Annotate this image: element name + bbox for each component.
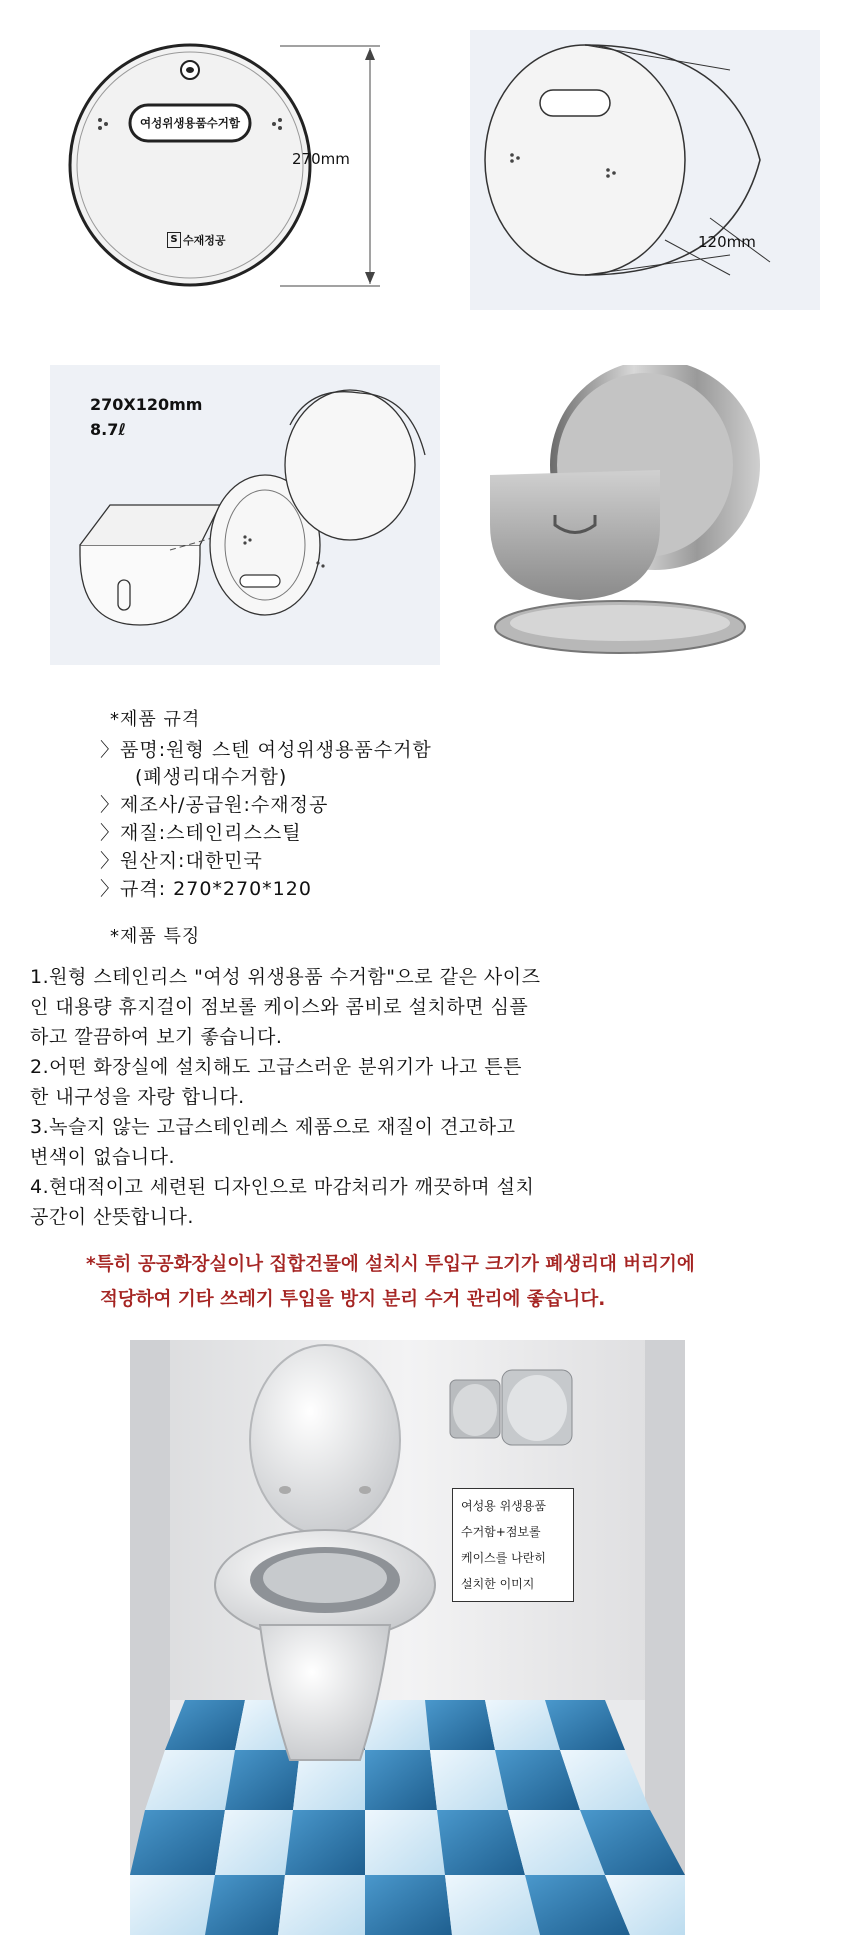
depth-dimension: 120mm — [698, 233, 756, 251]
spec-line: (폐생리대수거함) — [135, 766, 288, 788]
notice-line: 적당하여 기타 쓰레기 투입을 방지 분리 수거 관리에 좋습니다. — [100, 1289, 606, 1310]
notice-line: *특히 공공화장실이나 집합건물에 설치시 투입구 크기가 폐생리대 버리기에 — [86, 1254, 695, 1275]
feature-line: 한 내구성을 자랑 합니다. — [30, 1086, 245, 1108]
feature-line: 인 대용량 휴지걸이 점보롤 케이스와 콤비로 설치하면 심플 — [30, 996, 529, 1018]
caption-line: 여성용 위생용품 — [461, 1499, 546, 1513]
spec-line: 〉규격: 270*270*120 — [100, 878, 312, 900]
installation-caption — [452, 1488, 574, 1602]
feature-line: 1.원형 스테인리스 "여성 위생용품 수거함"으로 같은 사이즈 — [30, 966, 541, 988]
caption-line: 케이스를 나란히 — [461, 1551, 546, 1565]
feature-line: 변색이 없습니다. — [30, 1146, 176, 1168]
spec-line: 〉원산지:대한민국 — [100, 850, 263, 872]
side-view-diagram — [470, 30, 820, 310]
features-heading: *제품 특징 — [110, 926, 201, 947]
spec-line: 〉재질:스테인리스스틸 — [100, 822, 302, 844]
height-dimension: 270mm — [292, 150, 350, 168]
panel-label: 여성위생용품수거함 — [140, 116, 240, 130]
brand-mark: S — [167, 232, 181, 248]
brand-name: 수재정공 — [183, 234, 226, 247]
caption-line: 설치한 이미지 — [461, 1577, 535, 1591]
exploded-view-diagram — [50, 365, 440, 665]
spec-line: 〉품명:원형 스텐 여성위생용품수거함 — [100, 739, 432, 761]
installation-photo — [130, 1340, 685, 1935]
feature-line: 3.녹슬지 않는 고급스테인레스 제품으로 재질이 견고하고 — [30, 1116, 516, 1138]
spec-line: 〉제조사/공급원:수재정공 — [100, 794, 329, 816]
size-spec: 270X120mm — [90, 395, 203, 414]
product-photo — [470, 365, 770, 665]
caption-line: 수거함+점보롤 — [461, 1525, 541, 1539]
front-view-diagram — [30, 20, 440, 310]
feature-line: 공간이 산뜻합니다. — [30, 1206, 194, 1228]
feature-line: 2.어떤 화장실에 설치해도 고급스러운 분위기가 나고 튼튼 — [30, 1056, 523, 1078]
volume-spec: 8.7ℓ — [90, 420, 126, 439]
feature-line: 4.현대적이고 세련된 디자인으로 마감처리가 깨끗하며 설치 — [30, 1176, 535, 1198]
spec-heading: *제품 규격 — [110, 709, 201, 730]
feature-line: 하고 깔끔하여 보기 좋습니다. — [30, 1026, 283, 1048]
